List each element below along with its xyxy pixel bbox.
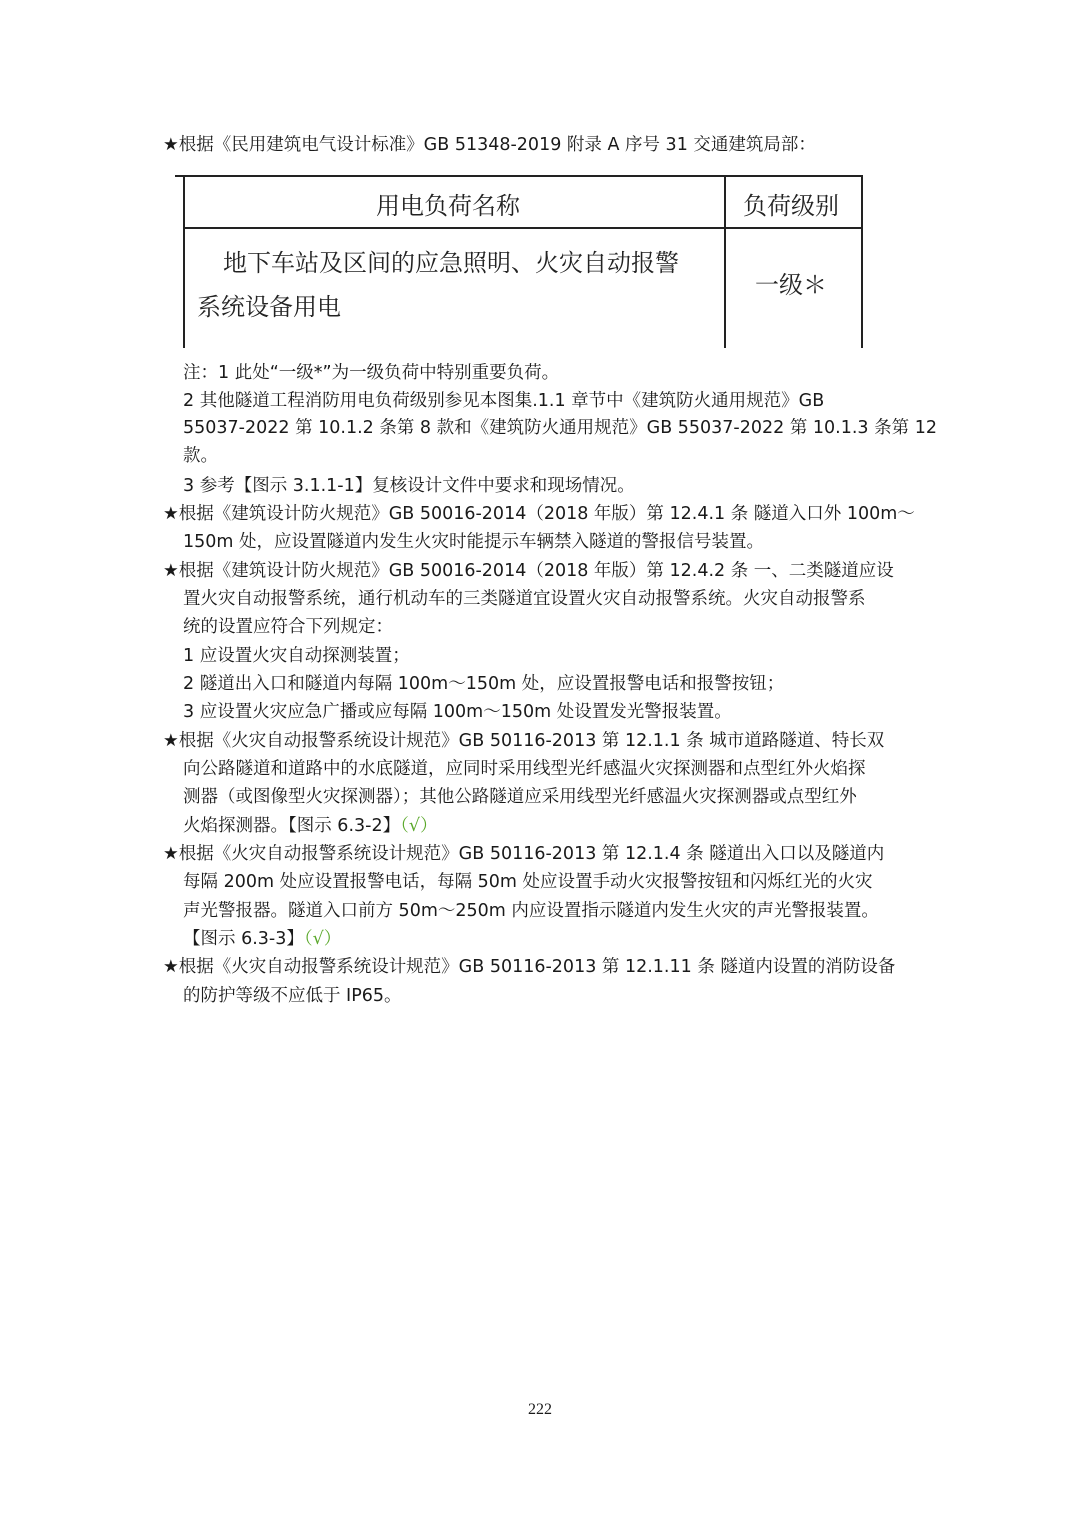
paragraph-line: 置火灾自动报警系统，通行机动车的三类隧道宜设置火灾自动报警系统。火灾自动报警系 <box>183 589 866 609</box>
table-row-name-line1: 地下车站及区间的应急照明、火灾自动报警 <box>223 249 679 277</box>
load-level-table <box>175 175 863 348</box>
paragraph-line: 1 应设置火灾自动探测装置； <box>183 646 410 666</box>
check-mark: （√） <box>303 929 342 949</box>
note-line: 3 参考【图示 3.1.1-1】复核设计文件中要求和现场情况。 <box>183 476 635 496</box>
paragraph-line: ★根据《火灾自动报警系统设计规范》GB 50116-2013 第 12.1.11 条 隧道内设置的消防设备 <box>163 957 896 977</box>
note-line: 注：1 此处“一级*”为一级负荷中特别重要负荷。 <box>183 363 560 383</box>
paragraph-line: 2 隧道出入口和隧道内每隔 100m～150m 处，应设置报警电话和报警按钮； <box>183 674 785 694</box>
paragraph-line: 向公路隧道和道路中的水底隧道，应同时采用线型光纤感温火灾探测器和点型红外火焰探 <box>183 759 866 779</box>
note-line: 2 其他隧道工程消防用电负荷级别参见本图集.1.1 章节中《建筑防火通用规范》GB <box>183 391 825 411</box>
table-column-divider <box>724 175 726 348</box>
table-header-name: 用电负荷名称 <box>376 192 520 220</box>
paragraph-line <box>183 812 438 840</box>
table-header-level: 负荷级别 <box>743 192 839 220</box>
table-row-level: 一级＊ <box>755 271 827 299</box>
page-number: 222 <box>528 1401 552 1418</box>
table-left-border <box>183 175 185 348</box>
paragraph-line: 3 应设置火灾应急广播或应每隔 100m～150m 处设置发光警报装置。 <box>183 702 732 722</box>
paragraph-line <box>183 925 341 953</box>
table-row-name-line2: 系统设备用电 <box>197 293 341 321</box>
paragraph-line: ★根据《火灾自动报警系统设计规范》GB 50116-2013 第 12.1.1 条 城市道路隧道、特长双 <box>163 731 885 751</box>
note-line: 55037-2022 第 10.1.2 条第 8 款和《建筑防火通用规范》GB 55037-2022 第 10.1.3 条第 12 <box>183 418 937 438</box>
paragraph-line: ★根据《建筑设计防火规范》GB 50016-2014（2018 年版）第 12.4.1 条 隧道入口外 100m～ <box>163 504 915 524</box>
intro-line: ★根据《民用建筑电气设计标准》GB 51348-2019 附录 A 序号 31 交通建筑局部： <box>163 135 816 155</box>
note-line: 款。 <box>183 446 218 466</box>
paragraph-line: 统的设置应符合下列规定： <box>183 617 393 637</box>
paragraph-line: 测器（或图像型火灾探测器）；其他公路隧道应采用线型光纤感温火灾探测器或点型红外 <box>183 787 857 807</box>
paragraph-text: 【图示 6.3-3】 <box>183 929 304 949</box>
paragraph-line: 每隔 200m 处应设置报警电话，每隔 50m 处应设置手动火灾报警按钮和闪烁红光的火灾 <box>183 872 873 892</box>
paragraph-line: ★根据《建筑设计防火规范》GB 50016-2014（2018 年版）第 12.4.2 条 一、二类隧道应设 <box>163 561 894 581</box>
paragraph-line: 声光警报器。隧道入口前方 50m～250m 内应设置指示隧道内发生火灾的声光警报装置。 <box>183 901 879 921</box>
table-right-border <box>861 175 863 348</box>
paragraph-line: 150m 处，应设置隧道内发生火灾时能提示车辆禁入隧道的警报信号装置。 <box>183 532 765 552</box>
paragraph-line: 的防护等级不应低于 IP65。 <box>183 986 402 1006</box>
table-header-divider <box>183 227 863 229</box>
check-mark: （√） <box>400 816 438 836</box>
paragraph-text: 火焰探测器。【图示 6.3-2】 <box>183 816 401 836</box>
table-top-border <box>175 175 863 177</box>
paragraph-line: ★根据《火灾自动报警系统设计规范》GB 50116-2013 第 12.1.4 条 隧道出入口以及隧道内 <box>163 844 885 864</box>
